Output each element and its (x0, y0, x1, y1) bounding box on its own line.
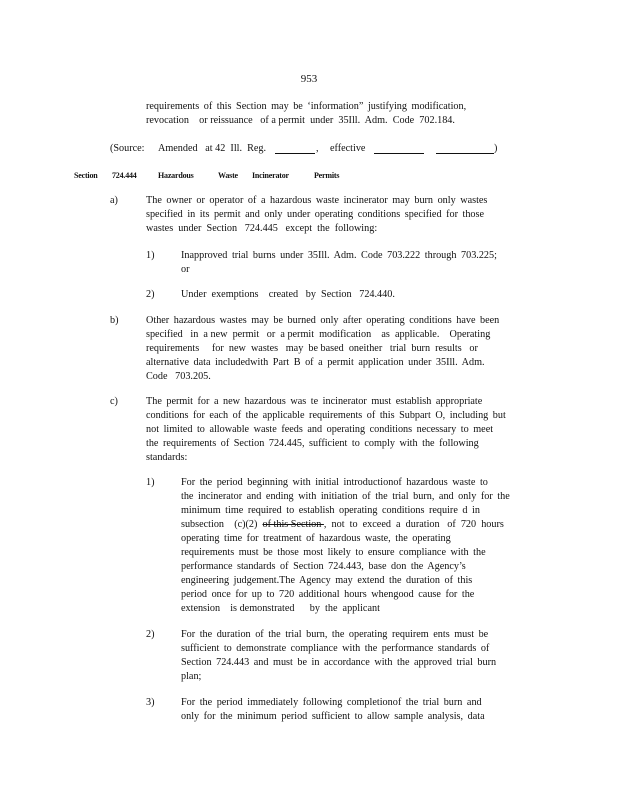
paragraph-line (181, 518, 504, 532)
item-label: 1) (146, 250, 155, 261)
section-number: 724.444 (112, 171, 137, 180)
paragraph-line: the requirements of Section 724.445, sufficient to comply with the following (146, 438, 479, 449)
section-title-word: Hazardous (158, 171, 194, 180)
register-blank (275, 143, 315, 154)
section-label: Section (74, 171, 98, 180)
item-label: 2) (146, 629, 155, 640)
subsection-label: c) (110, 396, 118, 407)
effective-date-blank (374, 143, 424, 154)
paragraph-line: Inapproved trial burns under 35Ill. Adm. Code 703.222 through 703.225; (181, 250, 497, 261)
subsection-label: a) (110, 195, 118, 206)
source-close: ) (494, 143, 498, 154)
paragraph-line: For the period immediately following completionof the trial burn and (181, 697, 482, 708)
item-label: 3) (146, 697, 155, 708)
struck-text: of this Section (262, 519, 324, 530)
paragraph-line: wastes under Section 724.445 except the following: (146, 223, 378, 234)
paragraph-line: For the period beginning with initial introductionof hazardous waste to (181, 477, 488, 488)
paragraph-line: plan; (181, 671, 202, 682)
paragraph-line: extension is demonstrated by the applicant (181, 603, 380, 614)
paragraph-line: the incinerator and ending with initiation of the trial burn, and only for the (181, 491, 510, 502)
paragraph-line: requirements for new wastes may be based oneither trial burn results or (146, 343, 478, 354)
paragraph-line: Section 724.443 and must be in accordance with the approved trial burn (181, 657, 497, 668)
paragraph-line: performance standards of Section 724.443, base don the Agency’s (181, 561, 466, 572)
paragraph-line: Other hazardous wastes may be burned only after operating conditions have been (146, 315, 500, 326)
section-title-word: Incinerator (252, 171, 289, 180)
paragraph-line: minimum time required to establish operating conditions require d in (181, 505, 480, 516)
paragraph-line: not limited to allowable waste feeds and operating conditions necessary to meet (146, 424, 494, 435)
paragraph-line: specified in a new permit or a permit modification as applicable. Operating (146, 329, 491, 340)
paragraph-line: conditions for each of the applicable requirements of this Subpart O, including but (146, 410, 506, 421)
paragraph-line: For the duration of the trial burn, the operating requirem ents must be (181, 629, 489, 640)
paragraph-line: requirements must be those most likely to ensure compliance with the (181, 547, 486, 558)
paragraph-line: Under exemptions created by Section 724.440. (181, 289, 395, 300)
source-amended: Amended at 42 Ill. Reg. (158, 143, 267, 154)
section-title-word: Waste (218, 171, 238, 180)
subsection-label: b) (110, 315, 119, 326)
paragraph-line: Code 703.205. (146, 371, 211, 382)
paragraph-line: sufficient to demonstrate compliance with the performance standards of (181, 643, 490, 654)
paragraph-line: specified in its permit and only under operating conditions specified for those (146, 209, 485, 220)
intro-line: revocation or reissuance of a permit under 35Ill. Adm. Code 702.184. (146, 115, 455, 126)
paragraph-line: The owner or operator of a hazardous waste incinerator may burn only wastes (146, 195, 488, 206)
paragraph-line: operating time for treatment of hazardous waste, the operating (181, 533, 451, 544)
intro-line: requirements of this Section may be ‘information” justifying modification, (146, 101, 467, 112)
source-comma: , (316, 143, 319, 154)
effective-date-blank-2 (436, 143, 494, 154)
paragraph-line: or (181, 264, 190, 275)
paragraph-line: The permit for a new hazardous was te incinerator must establish appropriate (146, 396, 483, 407)
page-number: 953 (300, 73, 318, 85)
paragraph-line: only for the minimum period sufficient to allow sample analysis, data (181, 711, 485, 722)
paragraph-line: alternative data includedwith Part B of a permit application under 35Ill. Adm. (146, 357, 485, 368)
paragraph-text: , not to exceed a duration of 720 hours (323, 519, 504, 530)
section-title-word: Permits (314, 171, 340, 180)
subsection-ref: subsection (c)(2) (181, 519, 263, 530)
paragraph-line: period once for up to 720 additional hours whengood cause for the (181, 589, 475, 600)
item-label: 2) (146, 289, 155, 300)
paragraph-line: standards: (146, 452, 188, 463)
item-label: 1) (146, 477, 155, 488)
source-effective: effective (330, 143, 366, 154)
paragraph-line: engineering judgement.The Agency may extend the duration of this (181, 575, 473, 586)
source-label: (Source: (110, 143, 145, 154)
